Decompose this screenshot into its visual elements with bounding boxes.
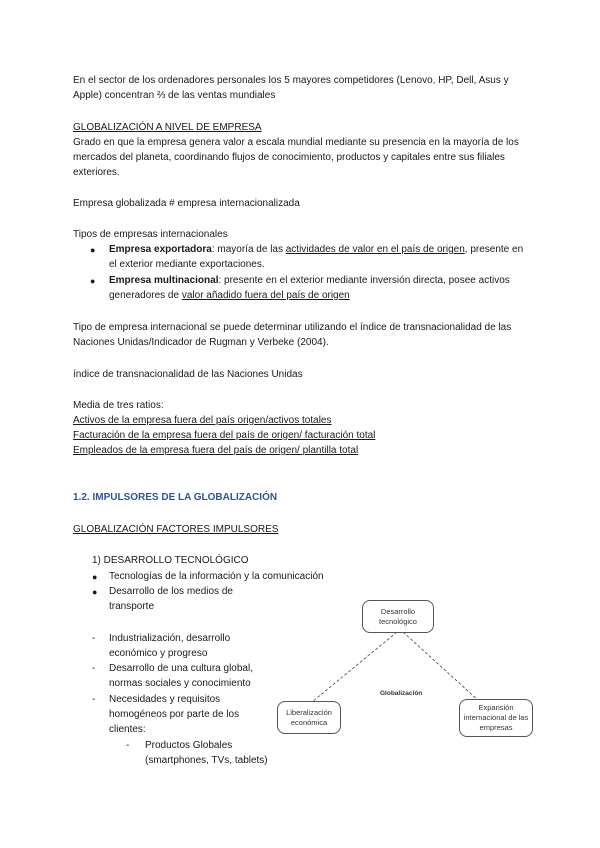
indice-title: índice de transnacionalidad de las Naciones Unidas [73,369,303,380]
bullet-icon: ● [90,276,96,286]
factor-dash-1-line-2: económico y progreso [109,648,208,659]
factor-dash-1-line-1: Industrialización, desarrollo [109,633,231,644]
factor-sub-line-2: (smartphones, TVs, tablets) [145,755,268,766]
intro-line-2: Apple) concentran ⅔ de las ventas mundiales [73,90,276,101]
multinacional-pre: generadores de [109,290,182,301]
exportadora-line-2: el exterior mediante exportaciones. [109,259,265,270]
exportadora-pre: : mayoría de las [211,244,286,255]
exportadora-post: , presente en [464,244,524,255]
factor-dash-2-line-1: Desarrollo de una cultura global, [109,663,253,674]
comparison-line: Empresa globalizada # empresa internacionalizada [73,198,300,209]
ratio-2: Facturación de la empresa fuera del país de origen/ facturación total [73,430,376,441]
diagram-node-liberalizacion: Liberalización económica [277,701,341,734]
bullet-icon: ● [92,587,98,597]
dash-icon: - [92,694,96,705]
factor-bullet-2-line-1: Desarrollo de los medios de [109,586,233,597]
indice-intro-line-2: Naciones Unidas/Indicador de Rugman y Verbeke (2004). [73,337,329,348]
tipos-title: Tipos de empresas internacionales [73,229,228,240]
diagram-node-expansion: Expansión internacional de las empresas [459,699,533,737]
multinacional-underlined: valor añadido fuera del país de origen [181,290,350,301]
global-empresa-line-2: mercados del planeta, coordinando flujos de conocimiento, productos y capitales entre sus filiales [73,152,505,163]
factor-dash-3-line-2: homogéneos por parte de los [109,709,240,720]
factor-dash-2-line-2: normas sociales y conocimiento [109,678,251,689]
factor-dash-3-line-1: Necesidades y requisitos [109,694,221,705]
dash-icon: - [92,633,96,644]
ratio-3: Empleados de la empresa fuera del país de origen/ plantilla total [73,445,359,456]
multinacional-term: Empresa multinacional [109,275,219,286]
dash-icon: - [92,663,96,674]
section-heading: 1.2. IMPULSORES DE LA GLOBALIZACIÓN [73,492,278,503]
diagram-center-label: Globalización [380,690,423,697]
factor-sub-line-1: Productos Globales [145,740,233,751]
exportadora-underlined: actividades de valor en el país de origen [285,244,465,255]
global-empresa-line-1: Grado en que la empresa genera valor a escala mundial mediante su presencia en la mayoría de los [73,137,519,148]
factor-bullet-1: Tecnologías de la información y la comunicación [109,571,324,582]
multinacional-rest: : presente en el exterior mediante inversión directa, posee activos [218,275,510,286]
factor-bullet-2-line-2: transporte [109,601,155,612]
global-empresa-line-3: exteriores. [73,167,120,178]
ratio-1: Activos de la empresa fuera del país origen/activos totales [73,415,332,426]
global-empresa-heading: GLOBALIZACIÓN A NIVEL DE EMPRESA [73,122,262,133]
factor-item-1: 1) DESARROLLO TECNOLÓGICO [92,555,249,566]
indice-intro-line-1: Tipo de empresa internacional se puede determinar utilizando el índice de transnacionalidad de las [73,322,512,333]
bullet-icon: ● [92,572,98,582]
section-subheading: GLOBALIZACIÓN FACTORES IMPULSORES [73,524,279,535]
exportadora-term: Empresa exportadora [109,244,212,255]
dash-icon: - [126,740,130,751]
diagram-node-desarrollo: Desarrollo tecnológico [362,600,434,633]
bullet-icon: ● [90,245,96,255]
intro-line-1: En el sector de los ordenadores personales los 5 mayores competidores (Lenovo, HP, Dell, Asus y [73,75,509,86]
ratios-title: Media de tres ratios: [73,400,164,411]
factor-dash-3-line-3: clientes: [109,724,146,735]
